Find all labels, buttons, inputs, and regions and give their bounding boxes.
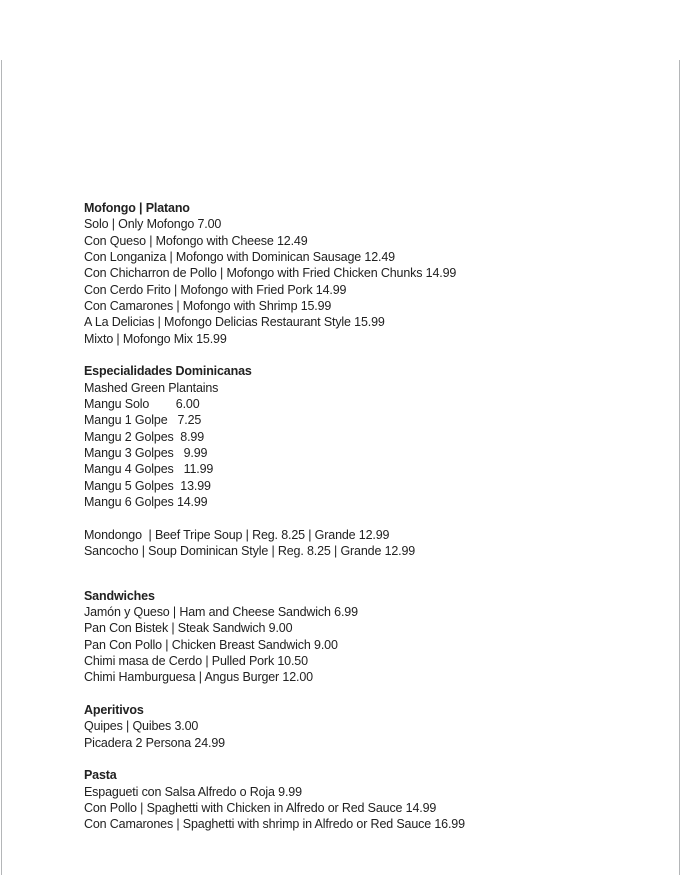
menu-line: Mangu 6 Golpes 14.99 <box>84 494 208 509</box>
menu-line: Pan Con Pollo | Chicken Breast Sandwich 9.00 <box>84 637 338 652</box>
menu-line: Solo | Only Mofongo 7.00 <box>84 217 222 232</box>
menu-line: Jamón y Queso | Ham and Cheese Sandwich 6.99 <box>84 605 358 620</box>
section-heading: Aperitivos <box>84 703 144 718</box>
menu-line: Chimi Hamburguesa | Angus Burger 12.00 <box>84 670 313 685</box>
menu-line: Mangu 1 Golpe 7.25 <box>84 413 202 428</box>
menu-line: Pan Con Bistek | Steak Sandwich 9.00 <box>84 621 293 636</box>
menu-line: Mondongo | Beef Tripe Soup | Reg. 8.25 | Grande 12.99 <box>84 527 390 542</box>
menu-line: Espagueti con Salsa Alfredo o Roja 9.99 <box>84 784 302 799</box>
section-pasta <box>84 767 649 832</box>
section-aperitivos <box>84 702 649 751</box>
menu-line: Picadera 2 Persona 24.99 <box>84 735 225 750</box>
menu-line: Con Chicharron de Pollo | Mofongo with Fried Chicken Chunks 14.99 <box>84 266 457 281</box>
menu-line: Con Camarones | Spaghetti with shrimp in Alfredo or Red Sauce 16.99 <box>84 817 465 832</box>
menu-line: Mangu 2 Golpes 8.99 <box>84 429 204 444</box>
menu-line: Mangu 3 Golpes 9.99 <box>84 445 208 460</box>
menu-line: Mangu Solo 6.00 <box>84 396 200 411</box>
menu-line: Con Queso | Mofongo with Cheese 12.49 <box>84 233 308 248</box>
document-page <box>1 60 680 875</box>
menu-text-block <box>84 200 649 833</box>
section-heading: Pasta <box>84 768 117 783</box>
section-sandwiches <box>84 588 649 686</box>
section-mofongo-platano <box>84 200 649 347</box>
menu-line: Mashed Green Plantains <box>84 380 219 395</box>
section-heading: Especialidades Dominicanas <box>84 364 252 379</box>
section-especialidades-dominicanas <box>84 363 649 510</box>
section-soups <box>84 527 649 560</box>
menu-line: Mixto | Mofongo Mix 15.99 <box>84 331 227 346</box>
menu-line: Mangu 4 Golpes 11.99 <box>84 462 214 477</box>
menu-line: Mangu 5 Golpes 13.99 <box>84 478 211 493</box>
menu-line: Quipes | Quibes 3.00 <box>84 719 199 734</box>
menu-line: Con Longaniza | Mofongo with Dominican Sausage 12.49 <box>84 249 395 264</box>
menu-line: Con Pollo | Spaghetti with Chicken in Alfredo or Red Sauce 14.99 <box>84 800 437 815</box>
section-heading: Mofongo | Platano <box>84 201 190 215</box>
menu-line: Con Camarones | Mofongo with Shrimp 15.99 <box>84 298 332 313</box>
menu-line: Sancocho | Soup Dominican Style | Reg. 8.25 | Grande 12.99 <box>84 543 416 558</box>
section-heading: Sandwiches <box>84 588 155 603</box>
menu-line: A La Delicias | Mofongo Delicias Restaurant Style 15.99 <box>84 315 385 330</box>
menu-line: Con Cerdo Frito | Mofongo with Fried Pork 14.99 <box>84 282 347 297</box>
menu-line: Chimi masa de Cerdo | Pulled Pork 10.50 <box>84 654 308 669</box>
